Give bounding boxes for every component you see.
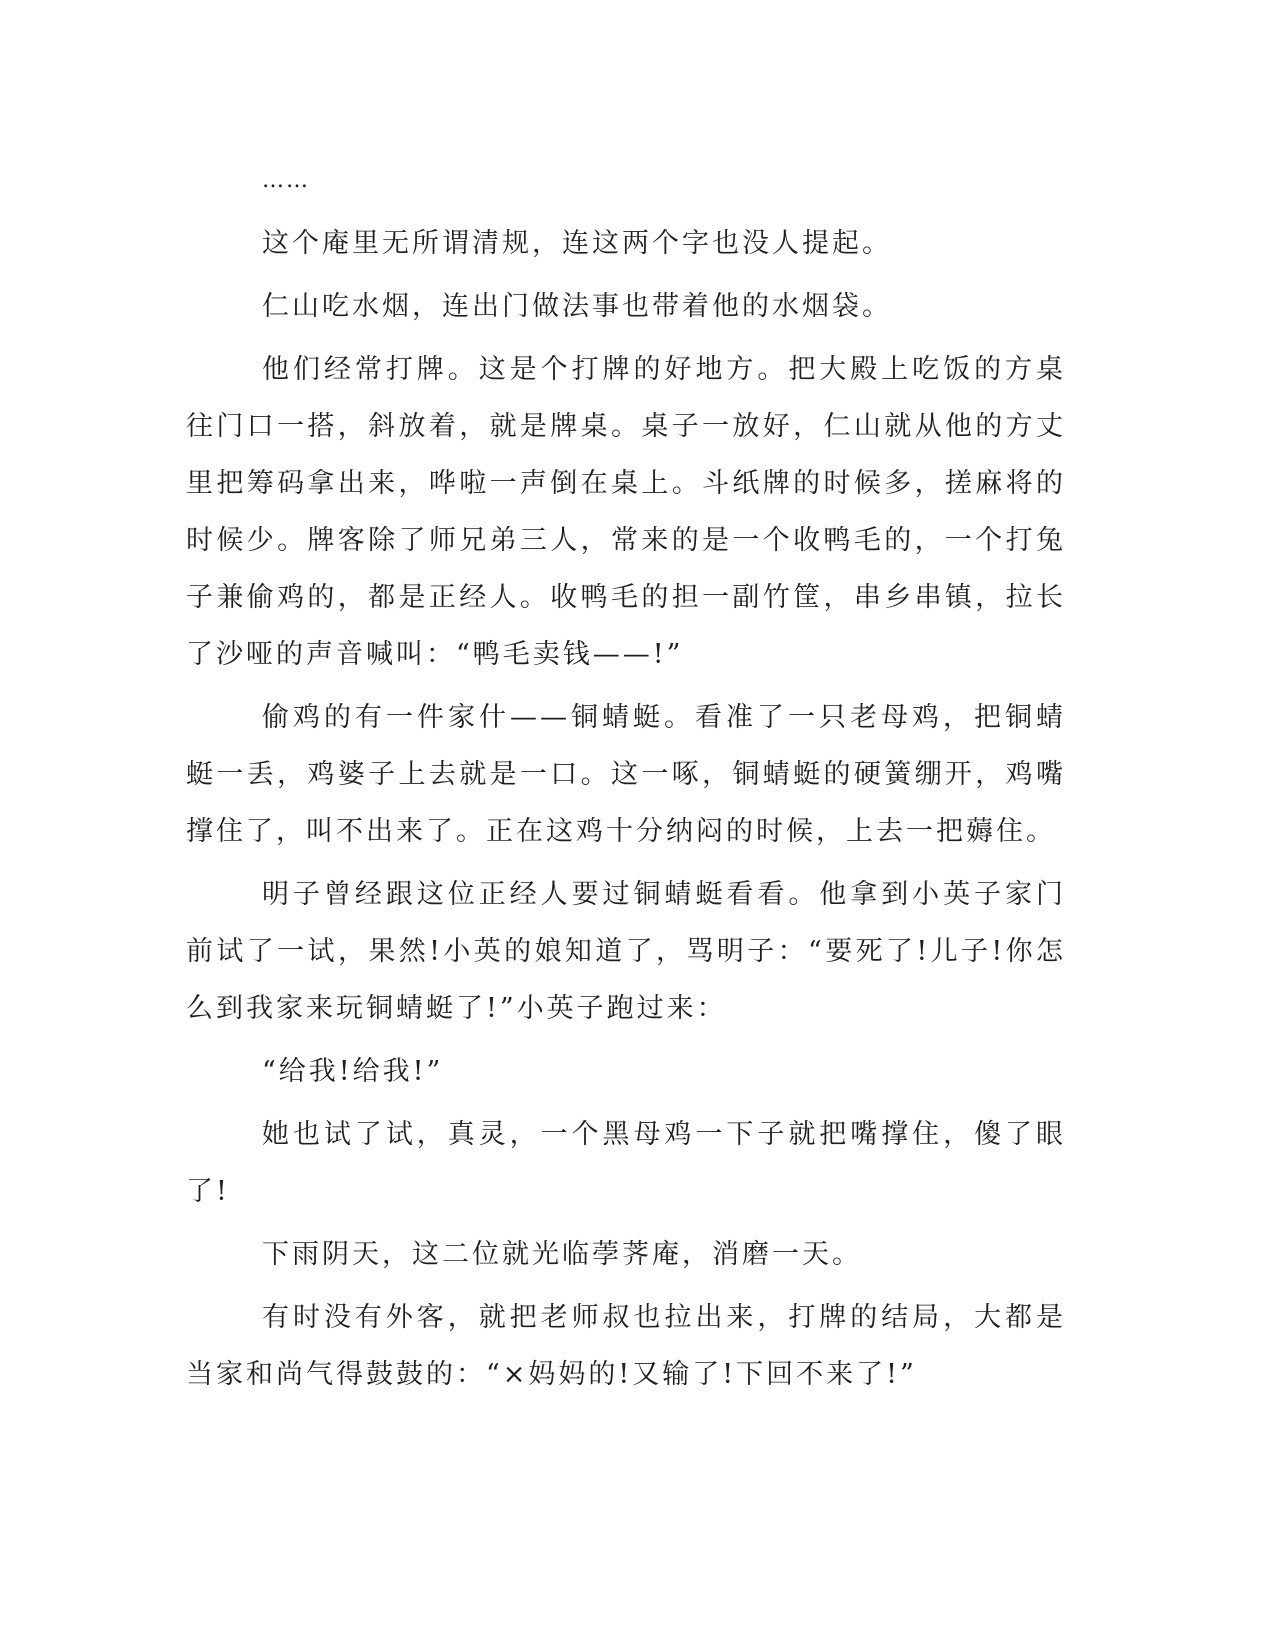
paragraph-game-outcome: 有时没有外客，就把老师叔也拉出来，打牌的结局，大都是当家和尚气得鼓鼓的：“×妈妈的!又输了!下回不来了!” (186, 1302, 1066, 1390)
paragraph-water-pipe: 仁山吃水烟，连出门做法事也带着他的水烟袋。 (262, 291, 892, 322)
paragraph-card-games: 他们经常打牌。这是个打牌的好地方。把大殿上吃饭的方桌往门口一搭，斜放着，就是牌桌。桌子一放好，仁山就从他的方丈里把筹码拿出来，哗啦一声倒在桌上。斗纸牌的时候多，搓麻将的时候少。牌客除了师兄弟三人，常来的是一个收鸭毛的，一个打兔子兼偷鸡的，都是正经人。收鸭毛的担一副竹筐，串乡串镇，拉长了沙哑的声音喊叫：“鸭毛卖钱——!” (186, 354, 1066, 670)
paragraph-mingzi-trial: 明子曾经跟这位正经人要过铜蜻蜓看看。他拿到小英子家门前试了一试，果然!小英的娘知道了，骂明子：“要死了!儿子!你怎么到我家来玩铜蜻蜓了!”小英子跑过来： (186, 879, 1066, 1024)
paragraph-rules: 这个庵里无所谓清规，连这两个字也没人提起。 (262, 228, 892, 259)
paragraph-rainy-days: 下雨阴天，这二位就光临荸荠庵，消磨一天。 (262, 1239, 862, 1270)
paragraph-she-tried: 她也试了试，真灵，一个黑母鸡一下子就把嘴撑住，傻了眼了! (186, 1119, 1066, 1207)
paragraph-copper-dragonfly: 偷鸡的有一件家什——铜蜻蜓。看准了一只老母鸡，把铜蜻蜓一丢，鸡婆子上去就是一口。这一啄，铜蜻蜓的硬簧绷开，鸡嘴撑住了，叫不出来了。正在这鸡十分纳闷的时候，上去一把薅住。 (186, 702, 1066, 847)
ellipsis-paragraph: …… (262, 168, 310, 193)
body-text (186, 152, 1066, 1409)
paragraph-give-me: “给我!给我!” (262, 1056, 444, 1087)
